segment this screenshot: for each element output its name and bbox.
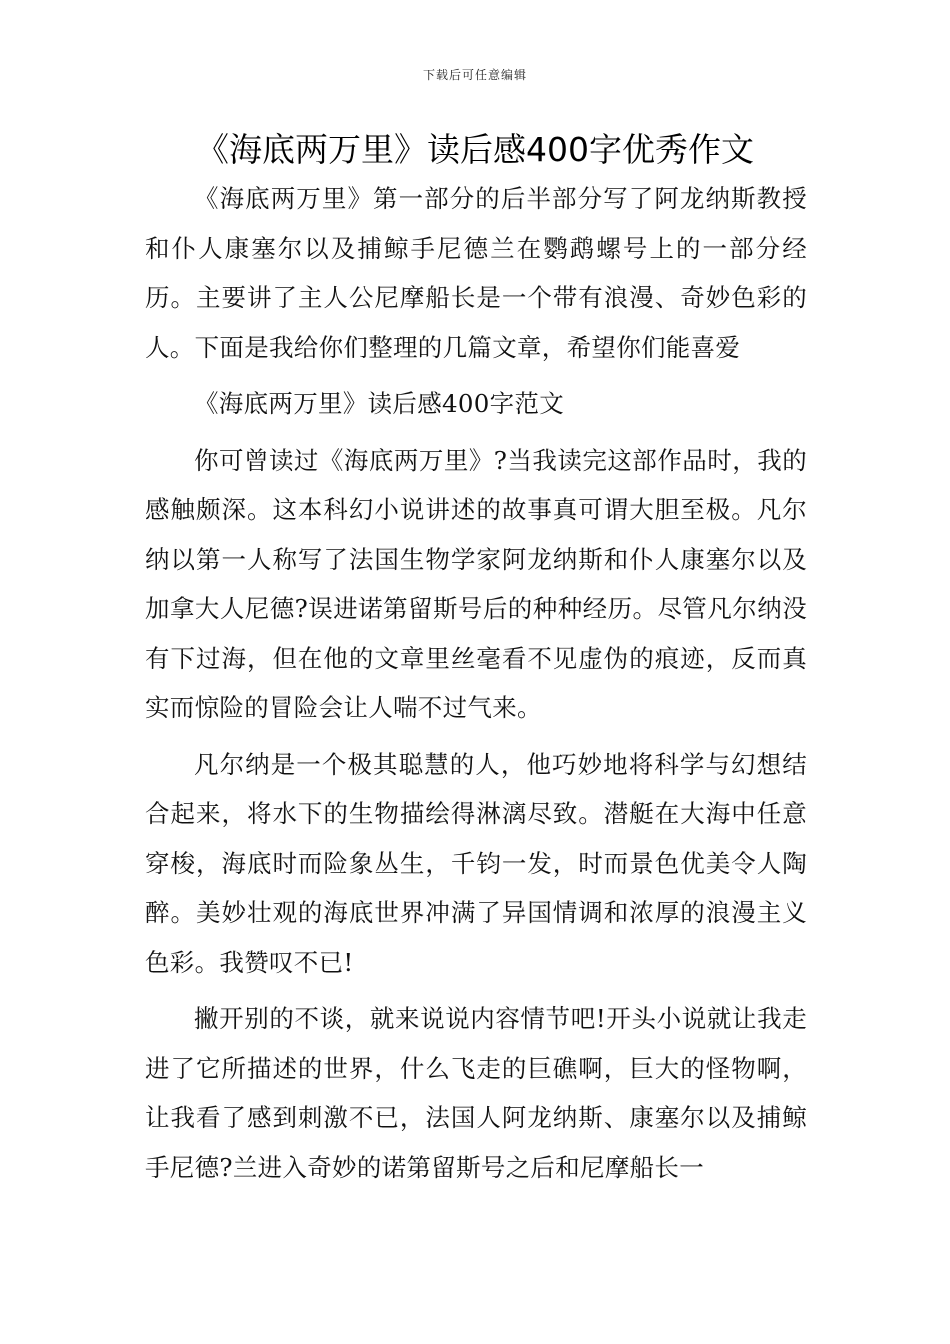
paragraph-1: 你可曾读过《海底两万里》?当我读完这部作品时，我的感触颇深。这本科幻小说讲述的故事真可谓大胆至极。凡尔纳以第一人称写了法国生物学家阿龙纳斯和仆人康塞尔以及加拿大人尼德?误进诺第留斯号后的种种经历。尽管凡尔纳没有下过海，但在他的文章里丝毫看不见虚伪的痕迹，反而真实而惊险的冒险会让人喘不过气来。 <box>145 445 807 722</box>
paragraph-2: 凡尔纳是一个极其聪慧的人，他巧妙地将科学与幻想结合起来，将水下的生物描绘得淋漓尽致。潜艇在大海中任意穿梭，海底时而险象丛生，千钧一发，时而景色优美令人陶醉。美妙壮观的海底世界冲满了异国情调和浓厚的浪漫主义色彩。我赞叹不已! <box>145 749 807 977</box>
paragraph-intro: 《海底两万里》第一部分的后半部分写了阿龙纳斯教授和仆人康塞尔以及捕鲸手尼德兰在鹦鹉螺号上的一部分经历。主要讲了主人公尼摩船长是一个带有浪漫、奇妙色彩的人。下面是我给你们整理的几篇文章，希望你们能喜爱 <box>145 184 807 362</box>
document-title: 《海底两万里》读后感400字优秀作文 <box>196 130 754 169</box>
document-body <box>145 174 807 1199</box>
header-note: 下载后可任意编辑 <box>422 68 527 82</box>
section-heading: 《海底两万里》读后感400字范文 <box>194 389 565 418</box>
paragraph-3: 撇开别的不谈，就来说说内容情节吧!开头小说就让我走进了它所描述的世界，什么飞走的巨礁啊，巨大的怪物啊，让我看了感到刺激不已，法国人阿龙纳斯、康塞尔以及捕鲸手尼德?兰进入奇妙的诺第留斯号之后和尼摩船长一 <box>145 1004 807 1182</box>
